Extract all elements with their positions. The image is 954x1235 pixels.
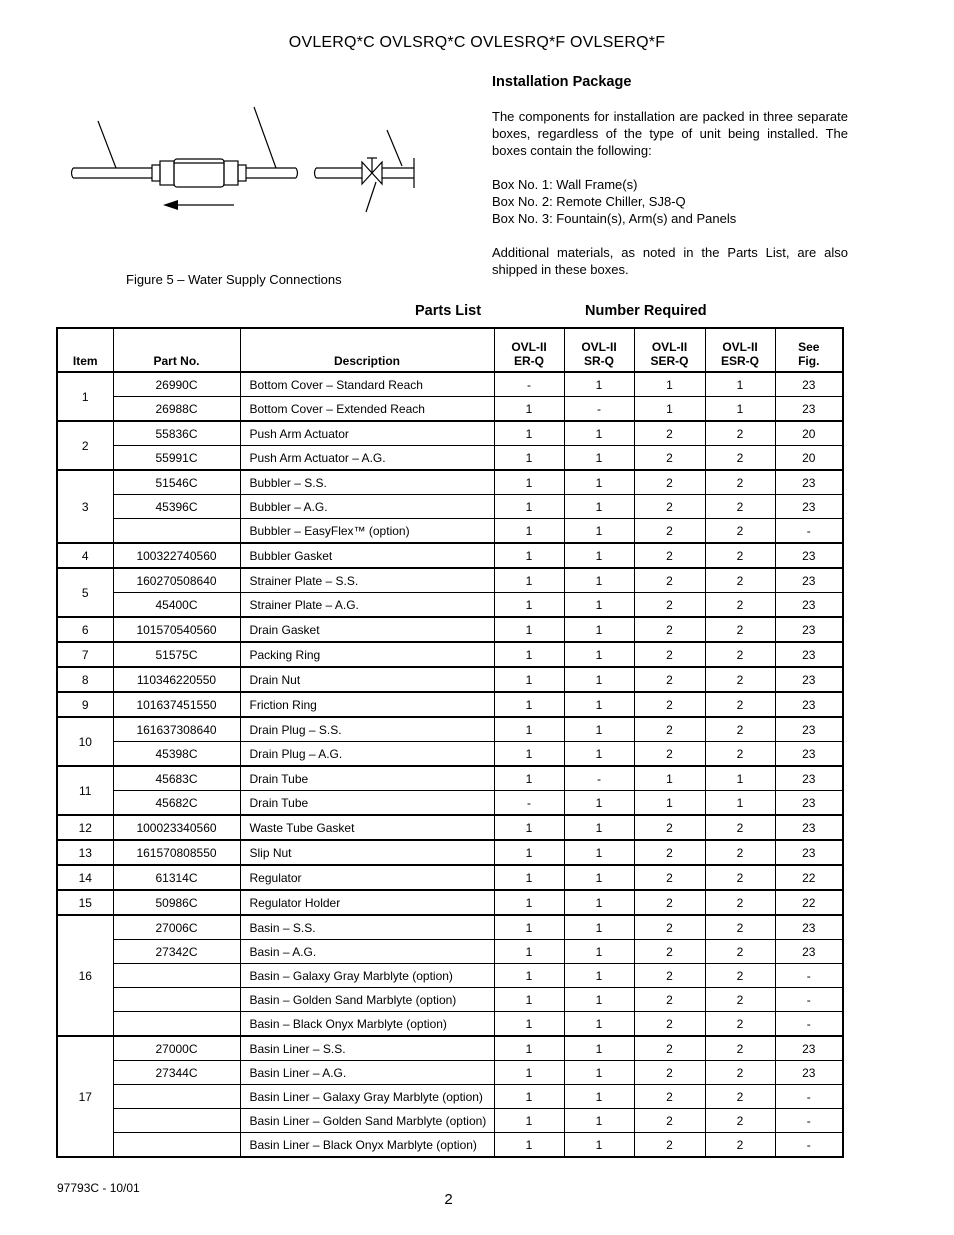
sr-q-count-cell: 1 bbox=[564, 1061, 634, 1085]
esr-q-count-cell: 2 bbox=[705, 717, 775, 742]
table-row bbox=[57, 1109, 843, 1133]
description-cell: Waste Tube Gasket bbox=[240, 815, 494, 840]
ser-q-count-cell: 1 bbox=[634, 397, 705, 422]
item-number-cell: 17 bbox=[57, 1036, 113, 1157]
table-row bbox=[57, 815, 843, 840]
er-q-count-cell: 1 bbox=[494, 766, 564, 791]
see-fig-cell: - bbox=[775, 1133, 843, 1158]
header-part-no: Part No. bbox=[113, 328, 240, 372]
ser-q-count-cell: 2 bbox=[634, 890, 705, 915]
item-number-cell: 16 bbox=[57, 915, 113, 1036]
item-number-cell: 8 bbox=[57, 667, 113, 692]
description-cell: Bottom Cover – Extended Reach bbox=[240, 397, 494, 422]
see-fig-cell: 23 bbox=[775, 692, 843, 717]
sr-q-count-cell: 1 bbox=[564, 692, 634, 717]
parts-table-body bbox=[57, 372, 843, 1157]
description-cell: Push Arm Actuator bbox=[240, 421, 494, 446]
esr-q-count-cell: 2 bbox=[705, 1109, 775, 1133]
sr-q-count-cell: 1 bbox=[564, 791, 634, 816]
item-number-cell: 4 bbox=[57, 543, 113, 568]
see-fig-cell: 23 bbox=[775, 815, 843, 840]
see-fig-cell: - bbox=[775, 519, 843, 544]
description-cell: Basin Liner – S.S. bbox=[240, 1036, 494, 1061]
ser-q-count-cell: 2 bbox=[634, 470, 705, 495]
see-fig-cell: 23 bbox=[775, 593, 843, 618]
er-q-count-cell: 1 bbox=[494, 742, 564, 767]
part-number-cell: 110346220550 bbox=[113, 667, 240, 692]
table-row bbox=[57, 495, 843, 519]
esr-q-count-cell: 2 bbox=[705, 593, 775, 618]
see-fig-cell: 23 bbox=[775, 543, 843, 568]
table-row bbox=[57, 791, 843, 816]
table-row bbox=[57, 840, 843, 865]
esr-q-count-cell: 2 bbox=[705, 1036, 775, 1061]
see-fig-cell: 23 bbox=[775, 495, 843, 519]
er-q-count-cell: 1 bbox=[494, 446, 564, 471]
sr-q-count-cell: 1 bbox=[564, 964, 634, 988]
ser-q-count-cell: 2 bbox=[634, 667, 705, 692]
esr-q-count-cell: 2 bbox=[705, 421, 775, 446]
part-number-cell: 27000C bbox=[113, 1036, 240, 1061]
part-number-cell: 45398C bbox=[113, 742, 240, 767]
part-number-cell: 50986C bbox=[113, 890, 240, 915]
description-cell: Push Arm Actuator – A.G. bbox=[240, 446, 494, 471]
part-number-cell: 26990C bbox=[113, 372, 240, 397]
esr-q-count-cell: 2 bbox=[705, 840, 775, 865]
number-required-title: Number Required bbox=[585, 303, 707, 319]
er-q-count-cell: 1 bbox=[494, 495, 564, 519]
item-number-cell: 5 bbox=[57, 568, 113, 617]
er-q-count-cell: 1 bbox=[494, 717, 564, 742]
esr-q-count-cell: 2 bbox=[705, 1012, 775, 1037]
ser-q-count-cell: 2 bbox=[634, 988, 705, 1012]
esr-q-count-cell: 1 bbox=[705, 791, 775, 816]
see-fig-cell: - bbox=[775, 964, 843, 988]
sr-q-count-cell: 1 bbox=[564, 940, 634, 964]
part-number-cell: 51575C bbox=[113, 642, 240, 667]
er-q-count-cell: 1 bbox=[494, 1061, 564, 1085]
ser-q-count-cell: 2 bbox=[634, 692, 705, 717]
see-fig-cell: 23 bbox=[775, 1061, 843, 1085]
part-number-cell bbox=[113, 964, 240, 988]
table-row bbox=[57, 1036, 843, 1061]
header-item: Item bbox=[57, 328, 113, 372]
ser-q-count-cell: 2 bbox=[634, 815, 705, 840]
description-cell: Drain Plug – A.G. bbox=[240, 742, 494, 767]
sr-q-count-cell: 1 bbox=[564, 1085, 634, 1109]
table-row bbox=[57, 692, 843, 717]
ser-q-count-cell: 2 bbox=[634, 543, 705, 568]
esr-q-count-cell: 2 bbox=[705, 890, 775, 915]
item-number-cell: 15 bbox=[57, 890, 113, 915]
description-cell: Basin – Galaxy Gray Marblyte (option) bbox=[240, 964, 494, 988]
esr-q-count-cell: 2 bbox=[705, 988, 775, 1012]
sr-q-count-cell: 1 bbox=[564, 717, 634, 742]
item-number-cell: 1 bbox=[57, 372, 113, 421]
box-item: Box No. 2: Remote Chiller, SJ8-Q bbox=[492, 194, 686, 209]
see-fig-cell: 23 bbox=[775, 915, 843, 940]
header-esr-q: OVL-II ESR-Q bbox=[705, 328, 775, 372]
er-q-count-cell: 1 bbox=[494, 617, 564, 642]
part-number-cell: 51546C bbox=[113, 470, 240, 495]
sr-q-count-cell: 1 bbox=[564, 1036, 634, 1061]
ser-q-count-cell: 2 bbox=[634, 940, 705, 964]
description-cell: Bubbler – A.G. bbox=[240, 495, 494, 519]
er-q-count-cell: 1 bbox=[494, 593, 564, 618]
esr-q-count-cell: 2 bbox=[705, 667, 775, 692]
description-cell: Regulator Holder bbox=[240, 890, 494, 915]
esr-q-count-cell: 2 bbox=[705, 815, 775, 840]
part-number-cell bbox=[113, 1133, 240, 1158]
esr-q-count-cell: 2 bbox=[705, 495, 775, 519]
er-q-count-cell: 1 bbox=[494, 543, 564, 568]
description-cell: Bubbler Gasket bbox=[240, 543, 494, 568]
part-number-cell: 100322740560 bbox=[113, 543, 240, 568]
ser-q-count-cell: 1 bbox=[634, 791, 705, 816]
esr-q-count-cell: 2 bbox=[705, 470, 775, 495]
description-cell: Basin Liner – Galaxy Gray Marblyte (option) bbox=[240, 1085, 494, 1109]
part-number-cell bbox=[113, 1012, 240, 1037]
see-fig-cell: - bbox=[775, 1012, 843, 1037]
ser-q-count-cell: 2 bbox=[634, 865, 705, 890]
description-cell: Basin – Black Onyx Marblyte (option) bbox=[240, 1012, 494, 1037]
er-q-count-cell: - bbox=[494, 372, 564, 397]
er-q-count-cell: 1 bbox=[494, 519, 564, 544]
er-q-count-cell: 1 bbox=[494, 1036, 564, 1061]
esr-q-count-cell: 1 bbox=[705, 766, 775, 791]
esr-q-count-cell: 2 bbox=[705, 964, 775, 988]
sr-q-count-cell: 1 bbox=[564, 988, 634, 1012]
description-cell: Drain Nut bbox=[240, 667, 494, 692]
ser-q-count-cell: 2 bbox=[634, 1012, 705, 1037]
table-row bbox=[57, 915, 843, 940]
see-fig-cell: 23 bbox=[775, 940, 843, 964]
description-cell: Slip Nut bbox=[240, 840, 494, 865]
part-number-cell: 26988C bbox=[113, 397, 240, 422]
esr-q-count-cell: 2 bbox=[705, 519, 775, 544]
item-number-cell: 7 bbox=[57, 642, 113, 667]
installation-package-section bbox=[492, 73, 848, 295]
part-number-cell: 161637308640 bbox=[113, 717, 240, 742]
header-description: Description bbox=[240, 328, 494, 372]
see-fig-cell: 23 bbox=[775, 742, 843, 767]
item-number-cell: 14 bbox=[57, 865, 113, 890]
part-number-cell bbox=[113, 1085, 240, 1109]
table-row bbox=[57, 642, 843, 667]
description-cell: Basin – A.G. bbox=[240, 940, 494, 964]
sr-q-count-cell: 1 bbox=[564, 421, 634, 446]
see-fig-cell: 20 bbox=[775, 421, 843, 446]
box-list bbox=[492, 176, 848, 227]
part-number-cell bbox=[113, 1109, 240, 1133]
header-see-fig: See Fig. bbox=[775, 328, 843, 372]
description-cell: Basin – Golden Sand Marblyte (option) bbox=[240, 988, 494, 1012]
see-fig-cell: 23 bbox=[775, 617, 843, 642]
description-cell: Basin Liner – A.G. bbox=[240, 1061, 494, 1085]
item-number-cell: 13 bbox=[57, 840, 113, 865]
description-cell: Regulator bbox=[240, 865, 494, 890]
sr-q-count-cell: 1 bbox=[564, 1012, 634, 1037]
esr-q-count-cell: 1 bbox=[705, 372, 775, 397]
see-fig-cell: 23 bbox=[775, 791, 843, 816]
table-row bbox=[57, 667, 843, 692]
description-cell: Bottom Cover – Standard Reach bbox=[240, 372, 494, 397]
esr-q-count-cell: 2 bbox=[705, 742, 775, 767]
description-cell: Bubbler – EasyFlex™ (option) bbox=[240, 519, 494, 544]
esr-q-count-cell: 2 bbox=[705, 617, 775, 642]
ser-q-count-cell: 2 bbox=[634, 742, 705, 767]
table-row bbox=[57, 397, 843, 422]
ser-q-count-cell: 2 bbox=[634, 1036, 705, 1061]
description-cell: Strainer Plate – S.S. bbox=[240, 568, 494, 593]
part-number-cell bbox=[113, 519, 240, 544]
er-q-count-cell: 1 bbox=[494, 1109, 564, 1133]
er-q-count-cell: 1 bbox=[494, 988, 564, 1012]
er-q-count-cell: 1 bbox=[494, 1133, 564, 1158]
er-q-count-cell: 1 bbox=[494, 1012, 564, 1037]
ser-q-count-cell: 2 bbox=[634, 840, 705, 865]
sr-q-count-cell: 1 bbox=[564, 840, 634, 865]
document-code: 97793C - 10/01 bbox=[57, 1181, 140, 1195]
description-cell: Drain Plug – S.S. bbox=[240, 717, 494, 742]
installation-heading: Installation Package bbox=[492, 74, 632, 90]
table-header-row bbox=[57, 328, 843, 372]
table-row bbox=[57, 1133, 843, 1158]
table-row bbox=[57, 890, 843, 915]
table-row bbox=[57, 519, 843, 544]
figure-caption: Figure 5 – Water Supply Connections bbox=[126, 272, 342, 287]
ser-q-count-cell: 2 bbox=[634, 519, 705, 544]
description-cell: Drain Tube bbox=[240, 791, 494, 816]
sr-q-count-cell: 1 bbox=[564, 593, 634, 618]
see-fig-cell: 23 bbox=[775, 717, 843, 742]
ser-q-count-cell: 2 bbox=[634, 421, 705, 446]
table-row bbox=[57, 1012, 843, 1037]
part-number-cell: 27342C bbox=[113, 940, 240, 964]
see-fig-cell: 23 bbox=[775, 840, 843, 865]
table-row bbox=[57, 568, 843, 593]
sr-q-count-cell: 1 bbox=[564, 667, 634, 692]
table-row bbox=[57, 1061, 843, 1085]
part-number-cell bbox=[113, 988, 240, 1012]
ser-q-count-cell: 1 bbox=[634, 372, 705, 397]
ser-q-count-cell: 2 bbox=[634, 446, 705, 471]
esr-q-count-cell: 2 bbox=[705, 1133, 775, 1158]
esr-q-count-cell: 2 bbox=[705, 865, 775, 890]
installation-intro: The components for installation are packed in three separate boxes, regardless of the type of unit being installed. The boxes contain the following: bbox=[492, 109, 848, 158]
er-q-count-cell: 1 bbox=[494, 568, 564, 593]
sr-q-count-cell: 1 bbox=[564, 543, 634, 568]
ser-q-count-cell: 2 bbox=[634, 964, 705, 988]
ser-q-count-cell: 2 bbox=[634, 495, 705, 519]
table-row bbox=[57, 543, 843, 568]
item-number-cell: 10 bbox=[57, 717, 113, 766]
esr-q-count-cell: 2 bbox=[705, 692, 775, 717]
sr-q-count-cell: 1 bbox=[564, 642, 634, 667]
description-cell: Drain Tube bbox=[240, 766, 494, 791]
additional-materials-note: Additional materials, as noted in the Parts List, are also shipped in these boxes. bbox=[492, 245, 848, 277]
sr-q-count-cell: 1 bbox=[564, 470, 634, 495]
description-cell: Packing Ring bbox=[240, 642, 494, 667]
see-fig-cell: 22 bbox=[775, 865, 843, 890]
part-number-cell: 55991C bbox=[113, 446, 240, 471]
part-number-cell: 45400C bbox=[113, 593, 240, 618]
sr-q-count-cell: 1 bbox=[564, 815, 634, 840]
esr-q-count-cell: 2 bbox=[705, 568, 775, 593]
table-row bbox=[57, 372, 843, 397]
see-fig-cell: - bbox=[775, 988, 843, 1012]
see-fig-cell: 23 bbox=[775, 397, 843, 422]
sr-q-count-cell: 1 bbox=[564, 742, 634, 767]
see-fig-cell: 23 bbox=[775, 1036, 843, 1061]
esr-q-count-cell: 2 bbox=[705, 940, 775, 964]
item-number-cell: 2 bbox=[57, 421, 113, 470]
esr-q-count-cell: 1 bbox=[705, 397, 775, 422]
er-q-count-cell: 1 bbox=[494, 692, 564, 717]
sr-q-count-cell: 1 bbox=[564, 915, 634, 940]
table-row bbox=[57, 470, 843, 495]
part-number-cell: 27006C bbox=[113, 915, 240, 940]
sr-q-count-cell: 1 bbox=[564, 495, 634, 519]
see-fig-cell: 23 bbox=[775, 766, 843, 791]
box-item: Box No. 3: Fountain(s), Arm(s) and Panels bbox=[492, 211, 737, 226]
ser-q-count-cell: 2 bbox=[634, 642, 705, 667]
esr-q-count-cell: 2 bbox=[705, 915, 775, 940]
esr-q-count-cell: 2 bbox=[705, 642, 775, 667]
esr-q-count-cell: 2 bbox=[705, 1061, 775, 1085]
model-numbers-header: OVLERQ*C OVLSRQ*C OVLESRQ*F OVLSERQ*F bbox=[288, 34, 666, 51]
er-q-count-cell: 1 bbox=[494, 964, 564, 988]
sr-q-count-cell: 1 bbox=[564, 519, 634, 544]
er-q-count-cell: 1 bbox=[494, 421, 564, 446]
see-fig-cell: 22 bbox=[775, 890, 843, 915]
table-row bbox=[57, 964, 843, 988]
see-fig-cell: - bbox=[775, 1109, 843, 1133]
part-number-cell: 101570540560 bbox=[113, 617, 240, 642]
ser-q-count-cell: 2 bbox=[634, 717, 705, 742]
sr-q-count-cell: 1 bbox=[564, 1133, 634, 1158]
sr-q-count-cell: 1 bbox=[564, 1109, 634, 1133]
esr-q-count-cell: 2 bbox=[705, 543, 775, 568]
part-number-cell: 45683C bbox=[113, 766, 240, 791]
description-cell: Basin Liner – Black Onyx Marblyte (option) bbox=[240, 1133, 494, 1158]
table-row bbox=[57, 1085, 843, 1109]
table-row bbox=[57, 717, 843, 742]
er-q-count-cell: 1 bbox=[494, 890, 564, 915]
sr-q-count-cell: 1 bbox=[564, 865, 634, 890]
box-item: Box No. 1: Wall Frame(s) bbox=[492, 177, 638, 192]
sr-q-count-cell: - bbox=[564, 397, 634, 422]
parts-list-title: Parts List bbox=[415, 303, 482, 319]
ser-q-count-cell: 2 bbox=[634, 593, 705, 618]
part-number-cell: 61314C bbox=[113, 865, 240, 890]
description-cell: Basin – S.S. bbox=[240, 915, 494, 940]
ser-q-count-cell: 2 bbox=[634, 915, 705, 940]
part-number-cell: 100023340560 bbox=[113, 815, 240, 840]
see-fig-cell: 23 bbox=[775, 568, 843, 593]
part-number-cell: 160270508640 bbox=[113, 568, 240, 593]
sr-q-count-cell: - bbox=[564, 766, 634, 791]
page-number: 2 bbox=[444, 1191, 453, 1208]
description-cell: Drain Gasket bbox=[240, 617, 494, 642]
ser-q-count-cell: 2 bbox=[634, 1061, 705, 1085]
see-fig-cell: 23 bbox=[775, 642, 843, 667]
see-fig-cell: 20 bbox=[775, 446, 843, 471]
item-number-cell: 3 bbox=[57, 470, 113, 543]
table-row bbox=[57, 446, 843, 471]
see-fig-cell: 23 bbox=[775, 372, 843, 397]
description-cell: Strainer Plate – A.G. bbox=[240, 593, 494, 618]
esr-q-count-cell: 2 bbox=[705, 1085, 775, 1109]
description-cell: Basin Liner – Golden Sand Marblyte (option) bbox=[240, 1109, 494, 1133]
part-number-cell: 161570808550 bbox=[113, 840, 240, 865]
item-number-cell: 6 bbox=[57, 617, 113, 642]
er-q-count-cell: 1 bbox=[494, 940, 564, 964]
er-q-count-cell: 1 bbox=[494, 470, 564, 495]
table-row bbox=[57, 940, 843, 964]
see-fig-cell: - bbox=[775, 1085, 843, 1109]
table-row bbox=[57, 617, 843, 642]
sr-q-count-cell: 1 bbox=[564, 372, 634, 397]
sr-q-count-cell: 1 bbox=[564, 446, 634, 471]
sr-q-count-cell: 1 bbox=[564, 568, 634, 593]
er-q-count-cell: 1 bbox=[494, 815, 564, 840]
ser-q-count-cell: 2 bbox=[634, 1133, 705, 1158]
see-fig-cell: 23 bbox=[775, 667, 843, 692]
table-row bbox=[57, 988, 843, 1012]
table-row bbox=[57, 766, 843, 791]
sr-q-count-cell: 1 bbox=[564, 617, 634, 642]
ser-q-count-cell: 2 bbox=[634, 568, 705, 593]
part-number-cell: 101637451550 bbox=[113, 692, 240, 717]
header-sr-q: OVL-II SR-Q bbox=[564, 328, 634, 372]
er-q-count-cell: 1 bbox=[494, 915, 564, 940]
see-fig-cell: 23 bbox=[775, 470, 843, 495]
esr-q-count-cell: 2 bbox=[705, 446, 775, 471]
er-q-count-cell: 1 bbox=[494, 667, 564, 692]
er-q-count-cell: 1 bbox=[494, 840, 564, 865]
part-number-cell: 45682C bbox=[113, 791, 240, 816]
sr-q-count-cell: 1 bbox=[564, 890, 634, 915]
part-number-cell: 27344C bbox=[113, 1061, 240, 1085]
table-row bbox=[57, 742, 843, 767]
ser-q-count-cell: 2 bbox=[634, 1085, 705, 1109]
ser-q-count-cell: 1 bbox=[634, 766, 705, 791]
header-er-q: OVL-II ER-Q bbox=[494, 328, 564, 372]
table-row bbox=[57, 593, 843, 618]
er-q-count-cell: 1 bbox=[494, 397, 564, 422]
er-q-count-cell: 1 bbox=[494, 865, 564, 890]
part-number-cell: 45396C bbox=[113, 495, 240, 519]
ser-q-count-cell: 2 bbox=[634, 1109, 705, 1133]
parts-list-table bbox=[56, 327, 844, 1158]
ser-q-count-cell: 2 bbox=[634, 617, 705, 642]
er-q-count-cell: 1 bbox=[494, 642, 564, 667]
item-number-cell: 12 bbox=[57, 815, 113, 840]
item-number-cell: 11 bbox=[57, 766, 113, 815]
description-cell: Bubbler – S.S. bbox=[240, 470, 494, 495]
table-row bbox=[57, 865, 843, 890]
description-cell: Friction Ring bbox=[240, 692, 494, 717]
part-number-cell: 55836C bbox=[113, 421, 240, 446]
water-supply-connections-figure bbox=[66, 100, 426, 225]
table-row bbox=[57, 421, 843, 446]
er-q-count-cell: 1 bbox=[494, 1085, 564, 1109]
er-q-count-cell: - bbox=[494, 791, 564, 816]
header-ser-q: OVL-II SER-Q bbox=[634, 328, 705, 372]
item-number-cell: 9 bbox=[57, 692, 113, 717]
